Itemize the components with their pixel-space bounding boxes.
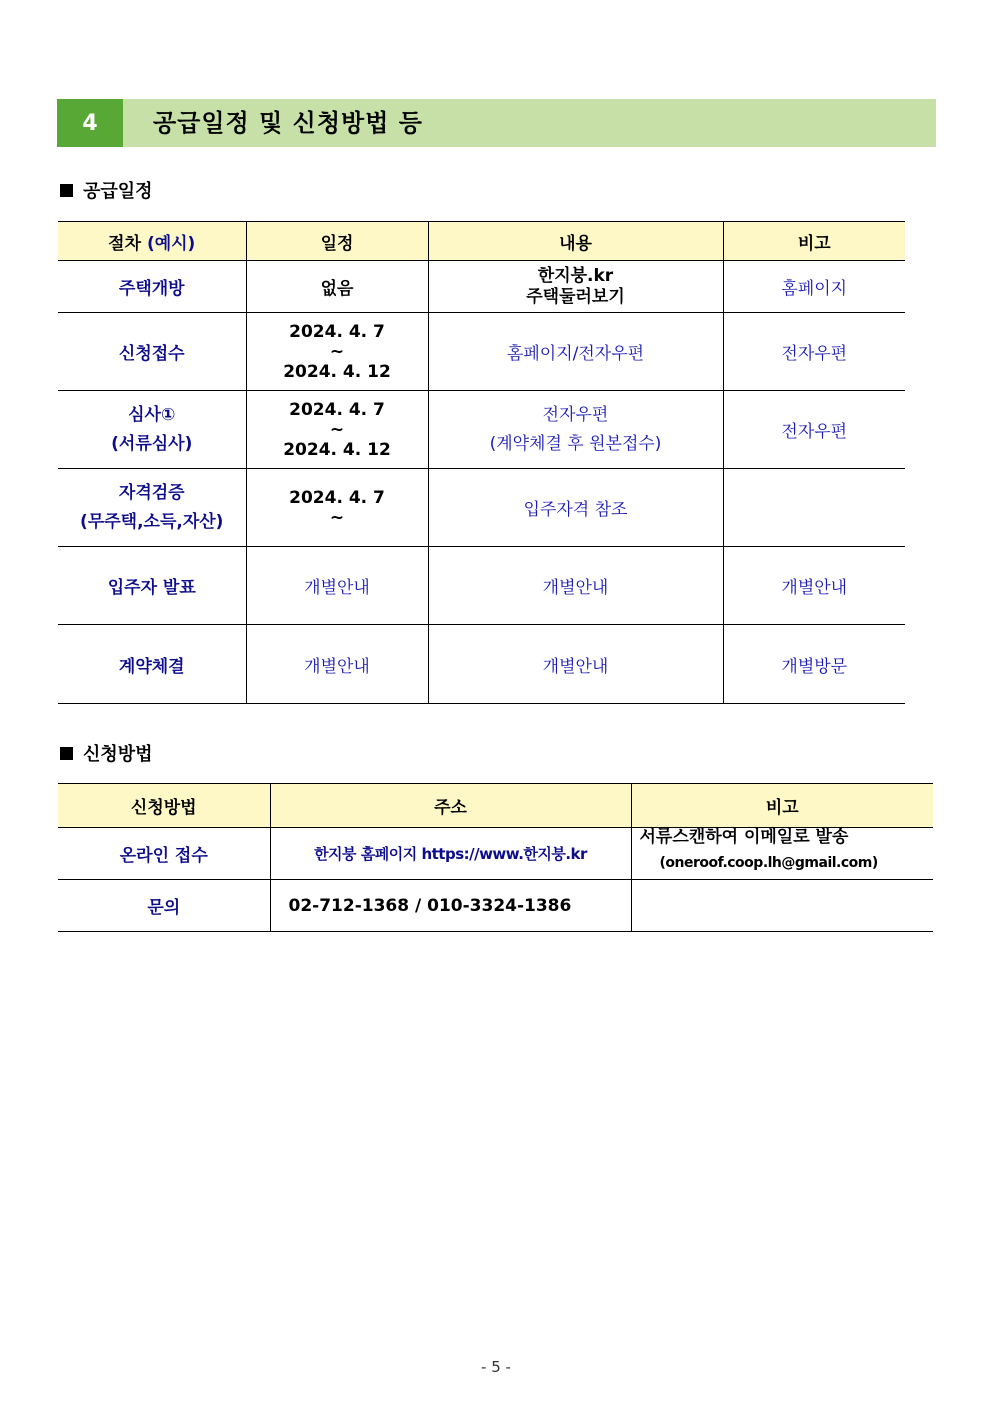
header-address: 주소: [270, 784, 631, 828]
row-content: 전자우편 (계약체결 후 원본접수): [428, 391, 723, 469]
table-row: [58, 880, 933, 932]
header-step: 절차 (예시): [58, 222, 246, 261]
row-date: 개별안내: [246, 547, 428, 625]
row-note: [723, 469, 905, 547]
row-method-note: 서류스캔하여 이메일로 발송 (oneroof.coop.lh@gmail.com): [631, 828, 933, 880]
section-title: 공급일정 및 신청방법 등: [153, 109, 423, 137]
row-method: 문의: [58, 880, 270, 932]
table-row: [58, 547, 905, 625]
page-number: - 5 -: [481, 1358, 511, 1376]
email-address[interactable]: (oneroof.coop.lh@gmail.com): [659, 855, 878, 871]
table-row: [58, 469, 905, 547]
square-bullet-icon: [60, 747, 73, 760]
row-method-note: [631, 880, 933, 932]
row-content: 개별안내: [428, 547, 723, 625]
contact-phone: 02-712-1368 / 010-3324-1386: [270, 880, 631, 932]
row-method: 온라인 접수: [58, 828, 270, 880]
table-row: [58, 828, 933, 880]
row-content: 홈페이지/전자우편: [428, 313, 723, 391]
row-step: 심사① (서류심사): [58, 391, 246, 469]
section-number: 4: [57, 99, 123, 147]
row-step: 계약체결: [58, 625, 246, 704]
header-content: 내용: [428, 222, 723, 261]
method-table: [58, 783, 933, 932]
row-step: 입주자 발표: [58, 547, 246, 625]
row-date: 개별안내: [246, 625, 428, 704]
row-note: 홈페이지: [723, 261, 905, 313]
schedule-table: [58, 221, 905, 704]
row-note: 개별방문: [723, 625, 905, 704]
table-row: [58, 391, 905, 469]
square-bullet-icon: [60, 184, 73, 197]
row-content: 입주자격 참조: [428, 469, 723, 547]
header-date: 일정: [246, 222, 428, 261]
schedule-heading: [60, 177, 153, 203]
row-content: 한지붕.kr 주택둘러보기: [428, 261, 723, 313]
row-date: 2024. 4. 7 ~: [246, 469, 428, 547]
header-method-note: 비고: [631, 784, 933, 828]
method-heading-text: 신청방법: [83, 744, 153, 765]
row-note: 전자우편: [723, 391, 905, 469]
row-content: 개별안내: [428, 625, 723, 704]
header-method: 신청방법: [58, 784, 270, 828]
row-step: 신청접수: [58, 313, 246, 391]
row-date: 없음: [246, 261, 428, 313]
table-row: [58, 313, 905, 391]
method-heading: [60, 740, 153, 766]
section-header: [57, 99, 936, 147]
row-note: 전자우편: [723, 313, 905, 391]
table-row: [58, 261, 905, 313]
table-row: [58, 625, 905, 704]
homepage-link[interactable]: 한지붕 홈페이지 https://www.한지붕.kr: [270, 828, 631, 880]
row-note: 개별안내: [723, 547, 905, 625]
schedule-heading-text: 공급일정: [83, 181, 153, 202]
row-date: 2024. 4. 7 ~ 2024. 4. 12: [246, 391, 428, 469]
row-step: 주택개방: [58, 261, 246, 313]
row-step: 자격검증 (무주택,소득,자산): [58, 469, 246, 547]
row-date: 2024. 4. 7 ~ 2024. 4. 12: [246, 313, 428, 391]
header-note: 비고: [723, 222, 905, 261]
